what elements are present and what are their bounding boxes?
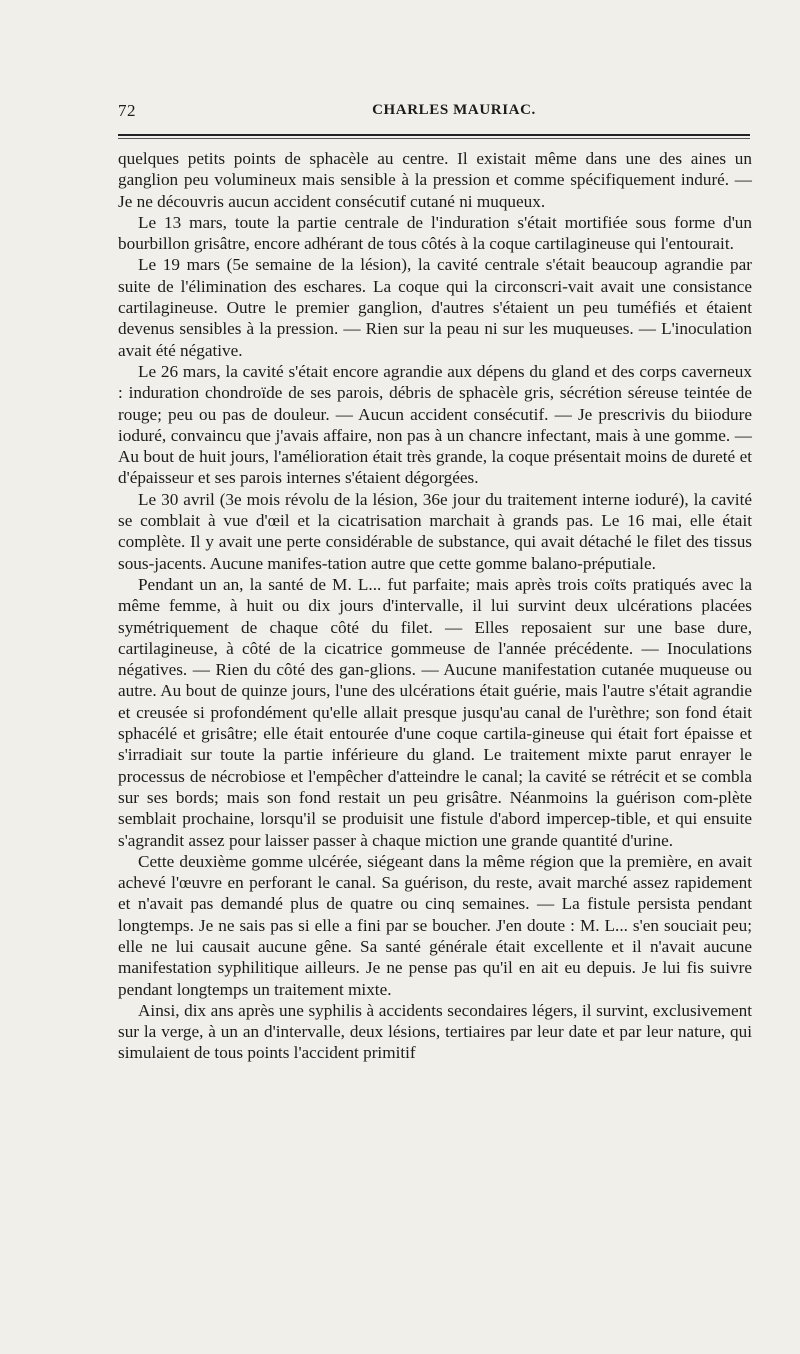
paragraph: Le 26 mars, la cavité s'était encore agrandie aux dépens du gland et des corps caverneux : induration chondroïde de ses parois, débris de sphacèle gris, sécrétion séreuse teintée de rouge; peu ou pas de douleur. — Aucun accident consécutif. — Je prescrivis du biiodure ioduré, convaincu que j'avais affaire, non pas à un chancre infectant, mais à une gomme. — Au bout de huit jours, l'amélioration était très grande, la coque présentait moins de dureté et d'épaisseur et ses parois internes s'étaient dégorgées. — [118, 361, 752, 488]
paragraph: Le 30 avril (3e mois révolu de la lésion, 36e jour du traitement interne ioduré), la cavité se comblait à vue d'œil et la cicatrisation marchait à grands pas. Le 16 mai, elle était complète. Il y avait une perte considérable de substance, qui avait détaché le filet des tissus sous-jacents. Aucune manifes-tation autre que cette gomme balano-préputiale. — [118, 489, 752, 573]
paragraph: Pendant un an, la santé de M. L... fut parfaite; mais après trois coïts pratiqués avec la même femme, à huit ou dix jours d'intervalle, il lui survint deux ulcérations placées symétriquement de chaque côté du filet. — Elles reposaient sur une base dure, cartilagineuse, à côté de la cicatrice gommeuse de l'année précédente. — Inoculations négatives. — Rien du côté des gan-glions. — Aucune manifestation cutanée muqueuse ou autre. Au bout de quinze jours, l'une des ulcérations était guérie, mais l'autre s'était agrandie et creusée si profondément qu'elle allait presque jusqu'au canal de l'urèthre; son fond était sphacélé et grisâtre; elle était entourée d'une coque cartila-gineuse qui était fort épaisse et s'irradiait sur toute la partie inférieure du gland. Le traitement mixte parut enrayer le processus de nécrobiose et l'empêcher d'atteindre le canal; la cavité se rétrécit et se combla sur ses bords; mais son fond restait un peu grisâtre. Néanmoins la guérison com-plète semblait prochaine, lorsqu'il se produisit une fistule d'abord impercep-tible, et qui ensuite s'agrandit assez pour laisser passer à chaque miction une grande quantité d'urine. — [118, 574, 752, 850]
paragraph: Cette deuxième gomme ulcérée, siégeant dans la même région que la première, en avait achevé l'œuvre en perforant le canal. Sa guérison, du reste, avait marché assez rapidement et n'avait pas demandé plus de quatre ou cinq semaines. — La fistule persista pendant longtemps. Je ne sais pas si elle a fini par se boucher. J'en doute : M. L... s'en souciait peu; elle ne lui causait aucune gêne. Sa santé générale était excellente et il n'avait aucune manifestation syphilitique ailleurs. Je ne pense pas qu'il en ait eu depuis. Je lui fis suivre pendant longtemps un traitement mixte. — [118, 851, 752, 999]
paragraph: quelques petits points de sphacèle au centre. Il existait même dans une des aines un ganglion peu volumineux mais sensible à la pression et comme spécifiquement induré. — Je ne découvris aucun accident consécutif cutané ni muqueux. — [118, 149, 752, 211]
header-rule-thin — [118, 138, 750, 139]
page-number: 72 — [118, 101, 136, 120]
paragraph: Le 13 mars, toute la partie centrale de l'induration s'était mortifiée sous forme d'un bourbillon grisâtre, encore adhérant de tous côtés à la coque cartilagineuse qui l'entourait. — [118, 212, 752, 254]
header-rule — [118, 134, 750, 136]
paragraph: Ainsi, dix ans après une syphilis à accidents secondaires légers, il survint, exclusivement sur la verge, à un an d'intervalle, deux lésions, tertiaires par leur date et par leur nature, qui simulaient de tous points l'accident primitif — [118, 1000, 752, 1063]
paragraph: Le 19 mars (5e semaine de la lésion), la cavité centrale s'était beaucoup agrandie par suite de l'élimination des eschares. La coque qui la circonscri-vait avait une consistance cartilagineuse. Outre le premier ganglion, d'autres s'étaient un peu tuméfiés et étaient devenus sensibles à la pression. — Rien sur la peau ni sur les muqueuses. — L'inoculation avait été négative. — [118, 255, 752, 360]
running-head — [118, 101, 750, 125]
running-title: CHARLES MAURIAC. — [372, 102, 536, 118]
body-text — [118, 148, 752, 1064]
